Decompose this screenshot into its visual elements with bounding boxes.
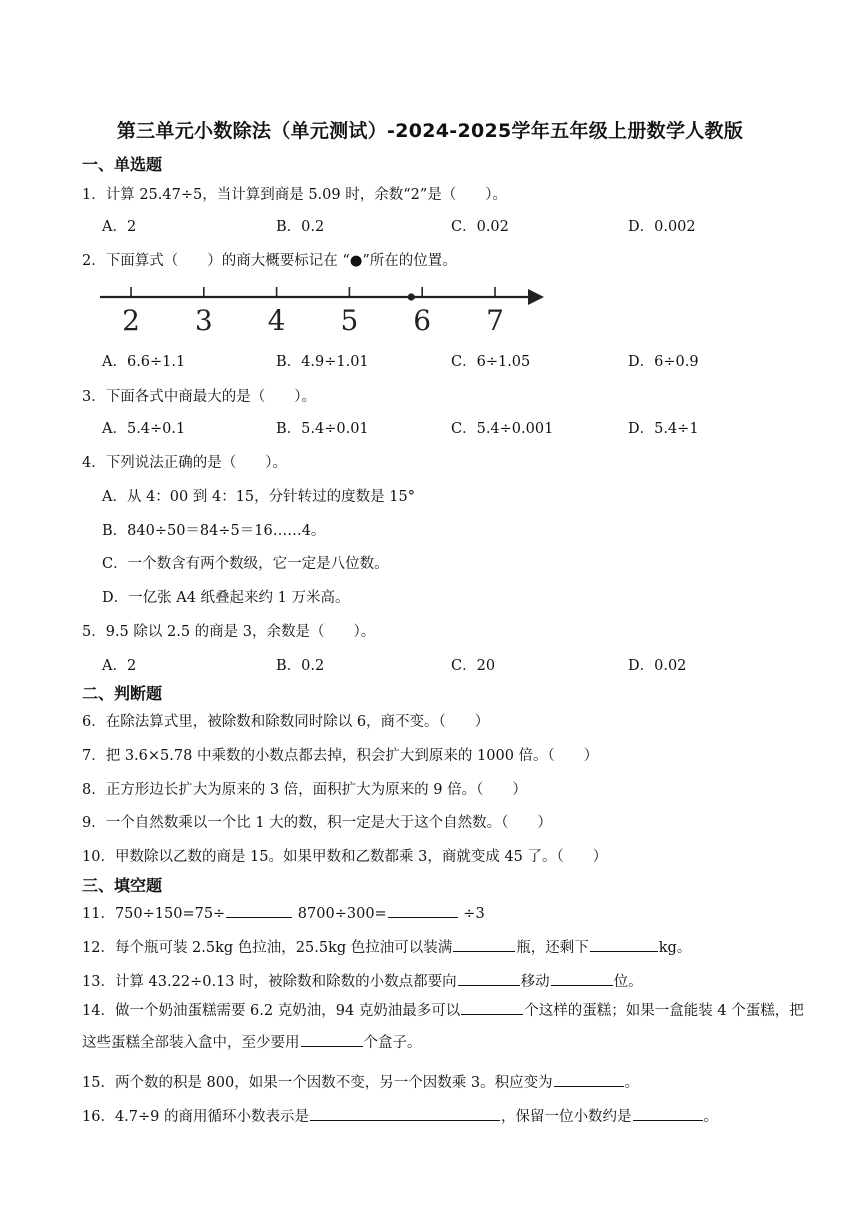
option-a: A．6.6÷1.1	[102, 354, 186, 370]
question-12-part-1: 12．每个瓶可装 2.5kg 色拉油，25.5kg 色拉油可以装满	[82, 940, 453, 956]
option-b: B．0.2	[276, 658, 325, 674]
question-2-options	[102, 350, 742, 370]
question-8: 8．正方形边长扩大为原来的 3 倍，面积扩大为原来的 9 倍。（ ）	[82, 782, 527, 798]
number-line-tick-label: 2	[122, 304, 140, 336]
option-b: B．4.9÷1.01	[276, 354, 369, 370]
answer-blank[interactable]	[633, 1105, 703, 1121]
option-b: B．0.2	[276, 219, 325, 235]
number-line-tick-label: 6	[413, 304, 432, 336]
question-16-part-2: ，保留一位小数约是	[501, 1109, 632, 1125]
question-11-part-1: 11．750÷150=75÷	[82, 906, 226, 922]
question-12-part-2: 瓶，还剩下	[516, 940, 589, 956]
option-c: C．一个数含有两个数级，它一定是八位数。	[102, 556, 389, 572]
answer-blank[interactable]	[458, 970, 520, 986]
question-3: 3．下面各式中商最大的是（ ）。	[82, 389, 316, 405]
page-title: 第三单元小数除法（单元测试）-2024-2025学年五年级上册数学人教版	[116, 120, 744, 142]
question-16-part-1: 16．4.7÷9 的商用循环小数表示是	[82, 1109, 309, 1125]
answer-blank[interactable]	[301, 1031, 363, 1047]
number-line-figure	[98, 280, 550, 336]
question-6: 6．在除法算式里，被除数和除数同时除以 6，商不变。（ ）	[82, 714, 490, 730]
question-14-part-3: 个盒子。	[363, 1035, 422, 1051]
option-a: A．从 4：00 到 4：15，分针转过的度数是 15°	[102, 489, 415, 505]
question-11	[82, 902, 485, 923]
option-b: B．5.4÷0.01	[276, 421, 369, 437]
question-5: 5．9.5 除以 2.5 的商是 3，余数是（ ）。	[82, 624, 376, 640]
section-heading-single-choice: 一、单选题	[82, 155, 163, 174]
answer-blank[interactable]	[310, 1105, 500, 1121]
question-15-part-2: 。	[624, 1075, 640, 1091]
question-7: 7．把 3.6×5.78 中乘数的小数点都去掉，积会扩大到原来的 1000 倍。（ ）	[82, 748, 599, 764]
answer-blank[interactable]	[554, 1071, 624, 1087]
option-b: B．840÷50＝84÷5＝16……4。	[102, 523, 326, 539]
question-15-part-1: 15．两个数的积是 800，如果一个因数不变，另一个因数乘 3。积应变为	[82, 1075, 553, 1091]
option-a: A．5.4÷0.1	[102, 421, 186, 437]
question-11-part-2: 8700÷300=	[293, 906, 387, 922]
number-line-arrow	[528, 289, 544, 305]
answer-blank[interactable]	[226, 902, 292, 918]
question-10: 10．甲数除以乙数的商是 15。如果甲数和乙数都乘 3，商就变成 45 了。（ ）	[82, 849, 608, 865]
option-a: A．2	[102, 658, 137, 674]
answer-blank[interactable]	[388, 902, 458, 918]
option-a: A．2	[102, 219, 137, 235]
number-line-tick-label: 7	[486, 304, 504, 336]
option-d: D．6÷0.9	[628, 354, 699, 370]
question-1: 1．计算 25.47÷5，当计算到商是 5.09 时，余数“2”是（ ）。	[82, 187, 508, 203]
question-13-part-3: 位。	[613, 974, 643, 990]
question-4: 4．下列说法正确的是（ ）。	[82, 455, 287, 471]
answer-blank[interactable]	[590, 936, 658, 952]
option-d: D．0.02	[628, 658, 687, 674]
question-16	[82, 1105, 718, 1126]
question-13-part-1: 13．计算 43.22÷0.13 时，被除数和除数的小数点都要向	[82, 974, 457, 990]
answer-blank[interactable]	[461, 999, 523, 1015]
question-5-options	[102, 654, 742, 674]
question-14	[82, 995, 804, 1059]
answer-blank[interactable]	[453, 936, 515, 952]
section-heading-true-false: 二、判断题	[82, 684, 163, 703]
option-d: D．0.002	[628, 219, 696, 235]
question-16-part-3: 。	[703, 1109, 718, 1125]
question-1-options	[102, 215, 742, 235]
option-c: C．0.02	[451, 219, 509, 235]
number-line-tick-label: 3	[194, 304, 213, 336]
question-14-part-1: 14．做一个奶油蛋糕需要 6.2 克奶油，94 克奶油最多可以	[82, 1003, 461, 1019]
question-11-part-3: ÷3	[458, 906, 485, 922]
option-c: C．20	[451, 658, 496, 674]
answer-blank[interactable]	[551, 970, 613, 986]
question-9: 9．一个自然数乘以一个比 1 大的数，积一定是大于这个自然数。（ ）	[82, 815, 552, 831]
question-13	[82, 970, 643, 991]
option-d: D．一亿张 A4 纸叠起来约 1 万米高。	[102, 590, 350, 606]
question-14-part-2: 个这样的蛋糕；如果一盒能装 4 个蛋糕，把这些蛋糕全部装入盒中，至少要用	[82, 1003, 804, 1051]
number-line-tick-label: 4	[267, 304, 286, 336]
option-d: D．5.4÷1	[628, 421, 699, 437]
question-2: 2．下面算式（ ）的商大概要标记在 “●”所在的位置。	[82, 253, 457, 269]
question-13-part-2: 移动	[520, 974, 550, 990]
option-c: C．6÷1.05	[451, 354, 531, 370]
option-c: C．5.4÷0.001	[451, 421, 554, 437]
section-heading-fill-in: 三、填空题	[82, 876, 163, 895]
question-12-part-3: kg。	[658, 940, 692, 956]
number-line-tick-label: 5	[340, 304, 359, 336]
question-12	[82, 936, 691, 957]
number-line-dot	[408, 293, 415, 300]
question-3-options	[102, 417, 742, 437]
question-15	[82, 1071, 639, 1092]
